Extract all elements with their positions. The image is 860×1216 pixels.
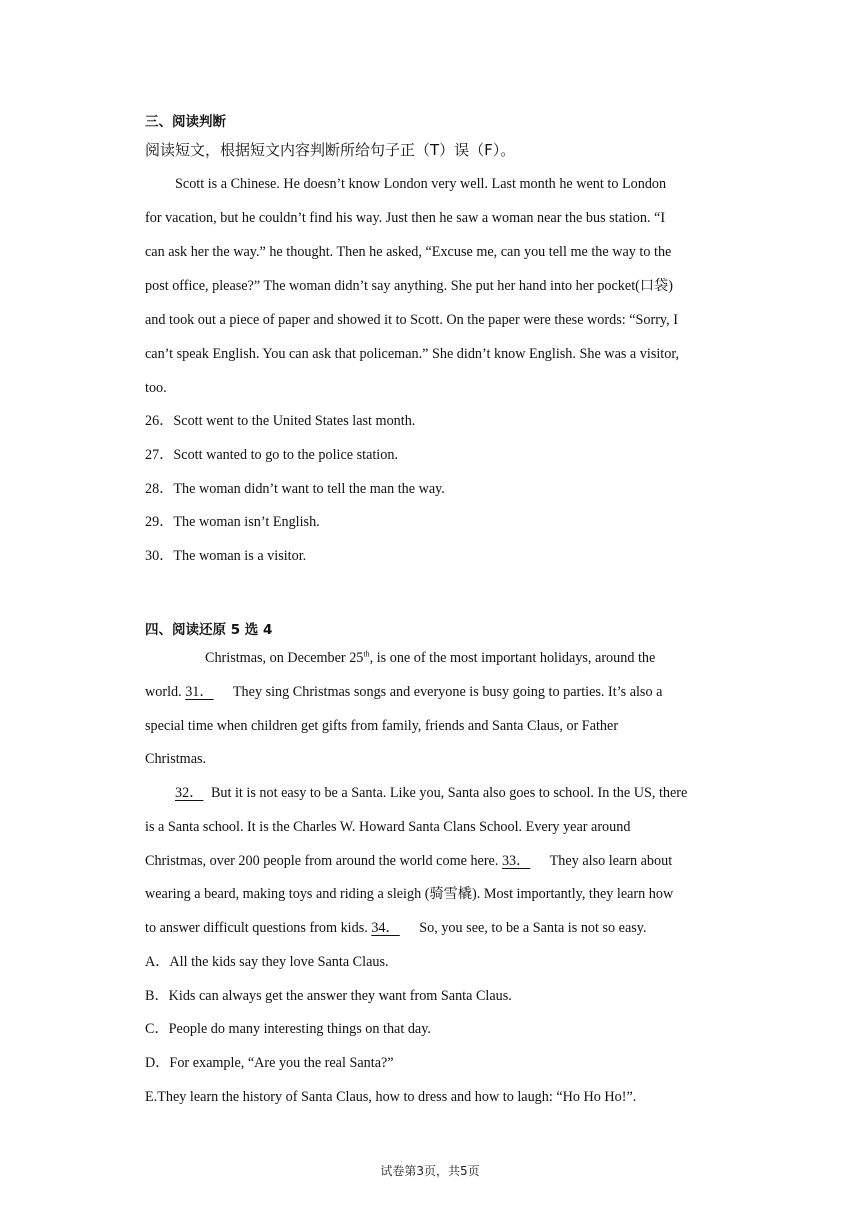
- question-27: [145, 445, 398, 465]
- answer-blank-31[interactable]: 31．: [185, 684, 214, 700]
- passage-line: [175, 783, 687, 803]
- passage-line: is a Santa school. It is the Charles W. Howard Santa Clans School. Every year around: [145, 819, 631, 835]
- question-text: The woman didn’t want to tell the man the way.: [173, 481, 445, 497]
- text-run: So, you see, to be a Santa is not so easy.: [415, 920, 647, 936]
- passage-line: special time when children get gifts from family, friends and Santa Claus, or Father: [145, 718, 619, 734]
- question-number: 27．: [145, 447, 174, 463]
- question-text: Scott wanted to go to the police station.: [173, 447, 398, 463]
- question-28: [145, 479, 445, 499]
- passage-line: [145, 918, 647, 938]
- question-number: 26．: [145, 413, 174, 429]
- passage-line: for vacation, but he couldn’t find his way. Just then he saw a woman near the bus station. “I: [145, 210, 666, 226]
- text-run: Christmas, on December 25: [205, 650, 364, 666]
- option-d: D．For example, “Are you the real Santa?”: [145, 1055, 394, 1071]
- passage-line: wearing a beard, making toys and riding a sleigh (骑雪橇). Most importantly, they learn how: [145, 886, 674, 902]
- text-run: world.: [145, 684, 186, 700]
- passage-line: Scott is a Chinese. He doesn’t know London very well. Last month he went to London: [175, 176, 667, 192]
- passage-line: post office, please?” The woman didn’t say anything. She put her hand into her pocket(口袋): [145, 278, 673, 294]
- question-text: Scott went to the United States last month.: [173, 413, 416, 429]
- answer-blank-34[interactable]: 34．: [371, 920, 400, 936]
- text-run: They sing Christmas songs and everyone is busy going to parties. It’s also a: [229, 684, 663, 700]
- passage-line: Christmas.: [145, 751, 207, 767]
- passage-line: and took out a piece of paper and showed it to Scott. On the paper were these words: “Sorry, I: [145, 312, 678, 328]
- answer-blank-33[interactable]: 33．: [501, 853, 531, 869]
- question-26: [145, 411, 415, 431]
- passage-line: can ask her the way.” he thought. Then he asked, “Excuse me, can you tell me the way to the: [145, 244, 672, 260]
- answer-blank-32[interactable]: 32．: [175, 785, 204, 801]
- passage-line: [145, 851, 672, 871]
- text-run: They also learn about: [546, 853, 673, 869]
- text-run: , is one of the most important holidays, around the: [369, 650, 656, 666]
- question-number: 28．: [145, 481, 174, 497]
- option-a: A．All the kids say they love Santa Claus.: [145, 954, 389, 970]
- question-text: The woman is a visitor.: [173, 548, 307, 564]
- question-30: [145, 546, 306, 566]
- question-number: 29．: [145, 514, 174, 530]
- passage-line: [145, 682, 662, 702]
- question-number: 30．: [145, 548, 174, 564]
- text-run: Christmas, over 200 people from around the world come here.: [145, 853, 502, 869]
- section4-heading: 四、阅读还原 5 选 4: [145, 622, 273, 638]
- passage-line: [205, 648, 655, 668]
- option-c: C．People do many interesting things on that day.: [145, 1021, 431, 1037]
- option-e: E.They learn the history of Santa Claus, how to dress and how to laugh: “Ho Ho Ho!”.: [145, 1089, 637, 1105]
- passage-line: can’t speak English. You can ask that policeman.” She didn’t know English. She was a visitor,: [145, 346, 680, 362]
- question-29: [145, 512, 320, 532]
- question-text: The woman isn’t English.: [173, 514, 320, 530]
- text-run: to answer difficult questions from kids.: [145, 920, 372, 936]
- superscript: th: [363, 649, 370, 659]
- text-run: But it is not easy to be a Santa. Like you, Santa also goes to school. In the US, there: [207, 785, 688, 801]
- passage-line: too.: [145, 380, 167, 396]
- section3-heading: 三、阅读判断: [145, 114, 226, 130]
- page-footer: 试卷第3页，共5页: [380, 1164, 480, 1178]
- option-b: B．Kids can always get the answer they want from Santa Claus.: [145, 988, 512, 1004]
- section3-instruction: 阅读短文，根据短文内容判断所给句子正（T）误（F）。: [145, 141, 516, 159]
